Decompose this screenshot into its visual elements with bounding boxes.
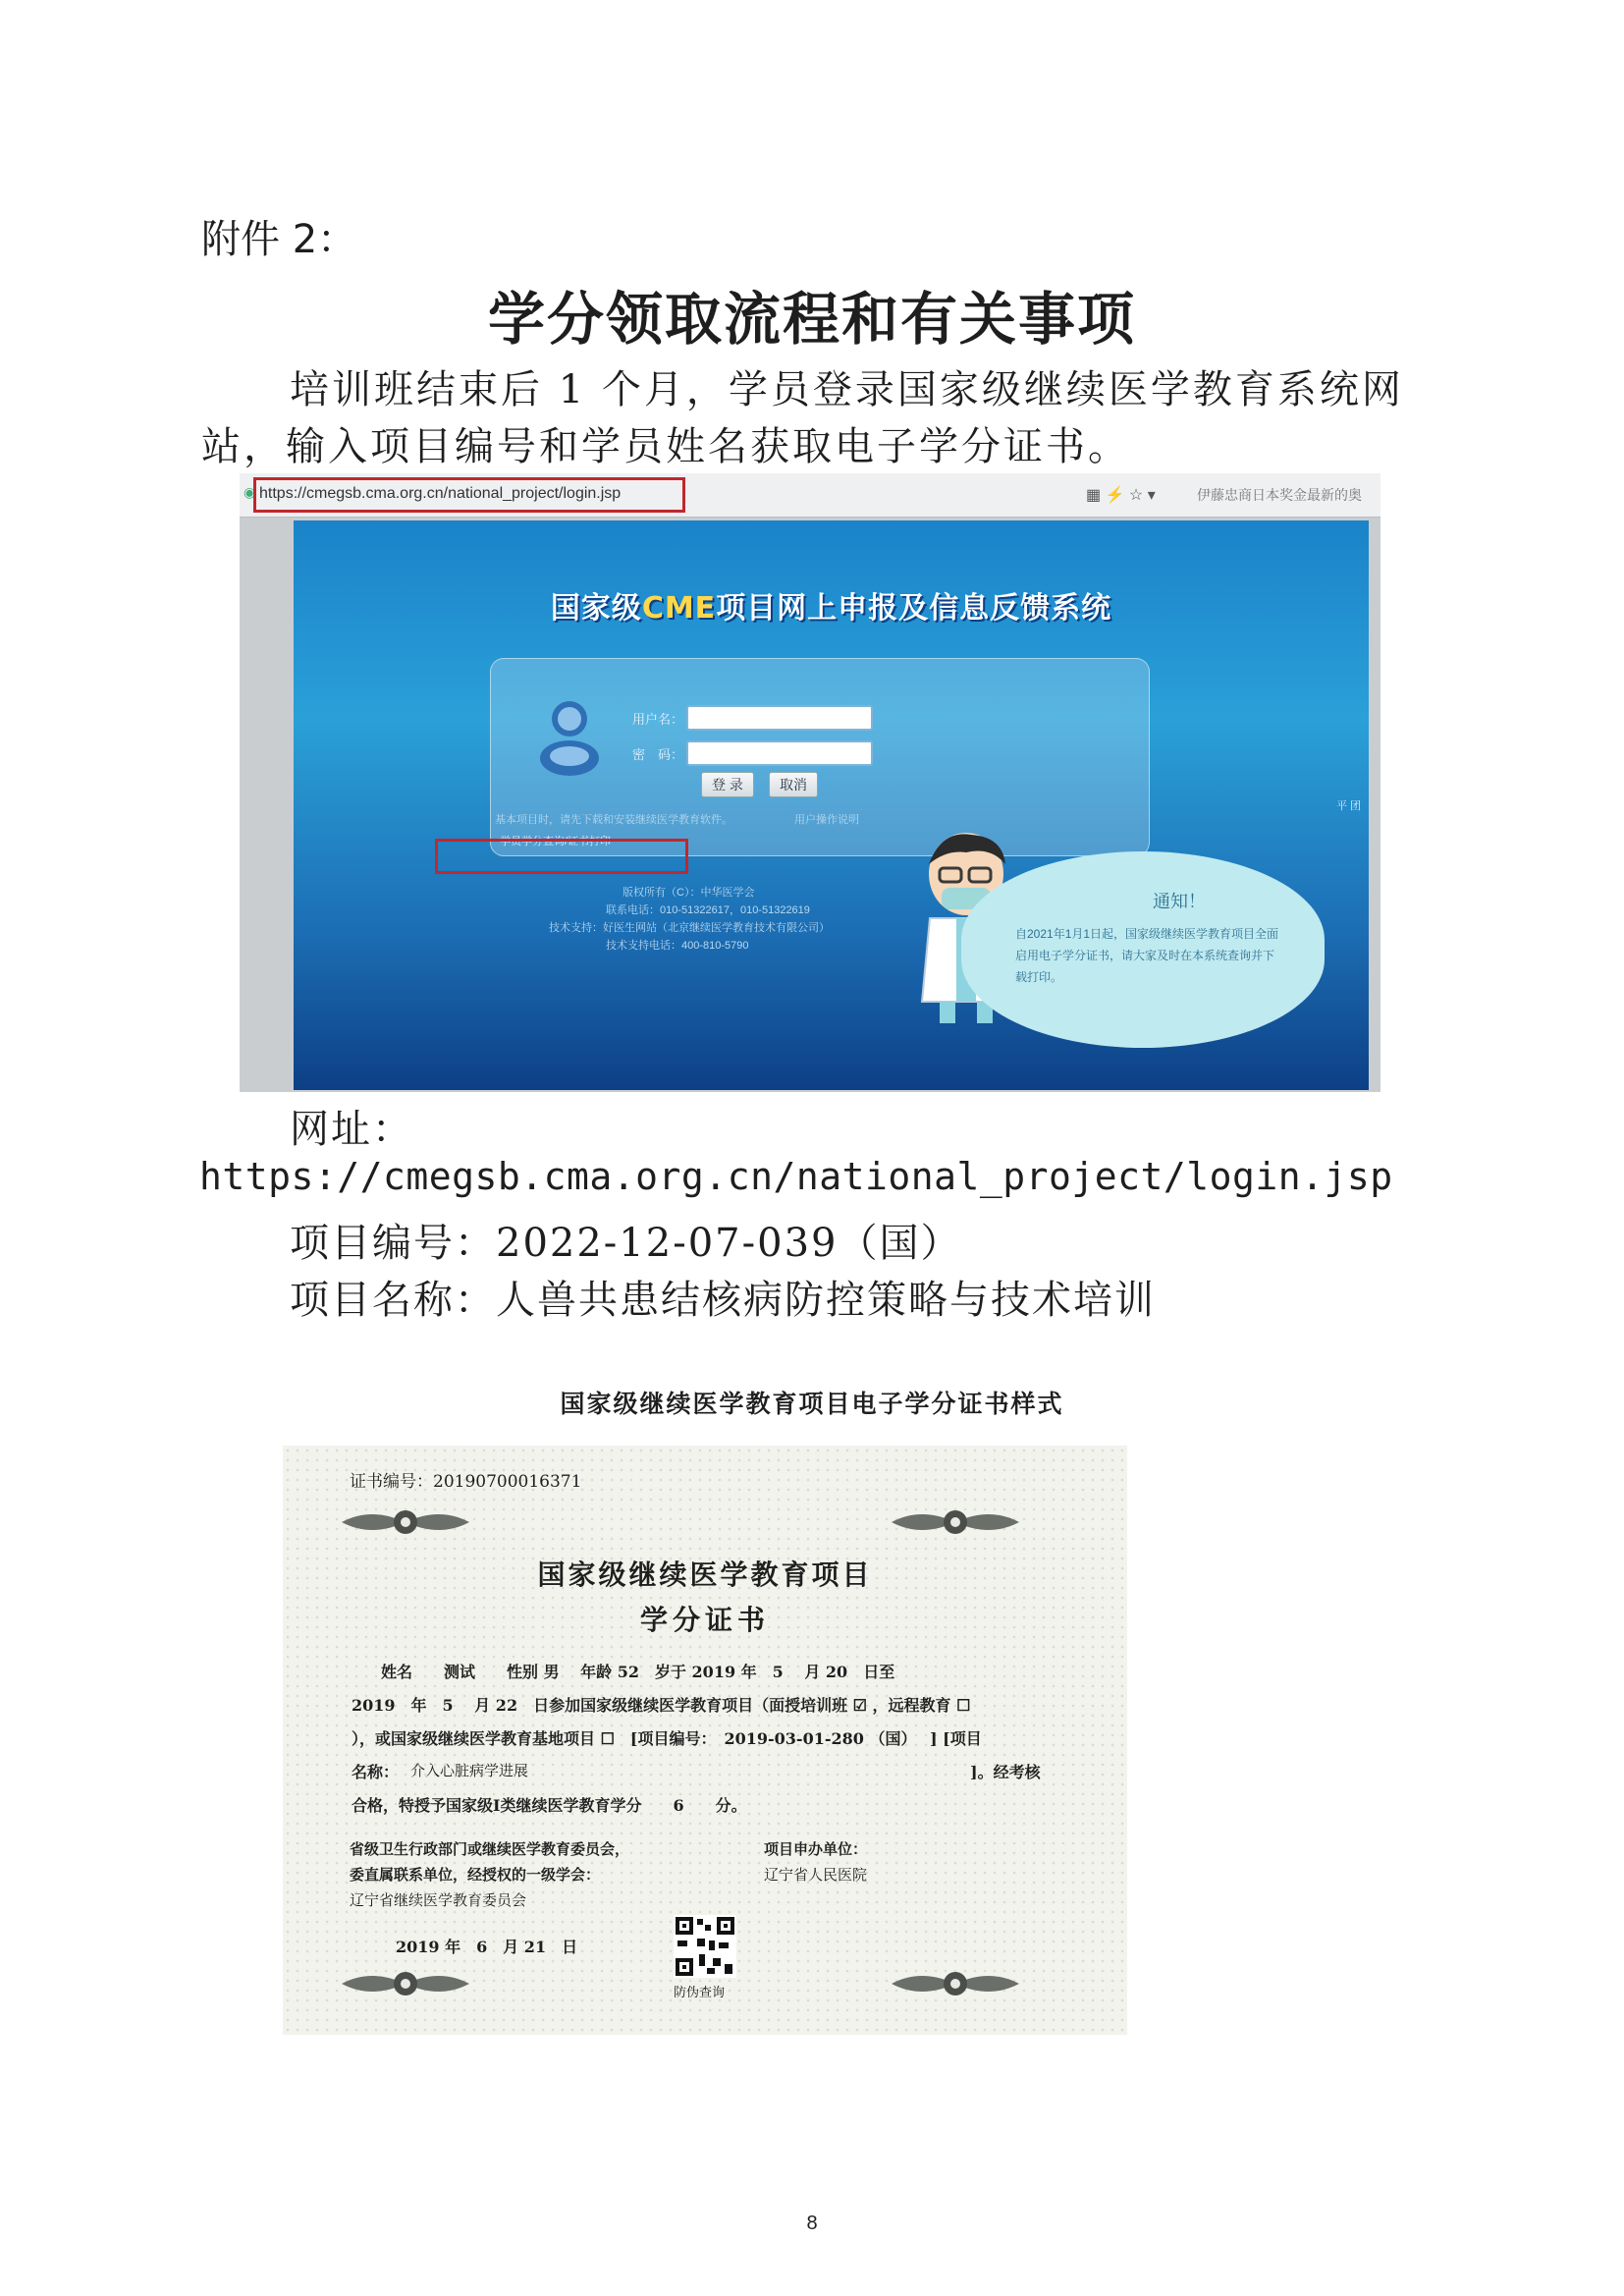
system-title-cme: CME: [641, 591, 717, 626]
certificate-number: 证书编号：20190700016371: [350, 1472, 582, 1492]
login-button[interactable]: 登 录: [701, 772, 754, 797]
page-number: 8: [806, 2213, 818, 2234]
website-url[interactable]: https://cmegsb.cma.org.cn/national_project/login.jsp: [199, 1155, 1393, 1198]
address-highlight-box: [253, 477, 685, 513]
password-input[interactable]: [686, 740, 873, 766]
notice-title: 通知！: [1153, 892, 1206, 911]
user-avatar-icon: [534, 697, 605, 776]
organizer-label: 项目申办单位：: [764, 1840, 868, 1858]
cert-row-5: 合格，特授予国家级Ⅰ类继续医学教育学分 6 分。: [352, 1796, 747, 1815]
system-title: [294, 583, 1369, 627]
certificate-date: 2019 年 6 月 21 日: [396, 1938, 578, 1956]
cert-row-4-end: ]。经考核: [970, 1763, 1041, 1781]
footer-phone: 联系电话：010-51322617，010-51322619: [606, 904, 810, 916]
username-label: 用户名：: [632, 712, 684, 727]
organizer-name: 辽宁省人民医院: [764, 1866, 868, 1884]
certificate-sample: [283, 1446, 1127, 2035]
issuer-line-3: 辽宁省继续医学教育委员会: [350, 1891, 527, 1909]
certificate-subtitle: 学分证书: [639, 1604, 770, 1636]
website-label: 网址：: [290, 1107, 413, 1152]
cert-row-2: 2019 年 5 月 22 日参加国家级继续医学教育项目（面授培训班 ☑ ，远程教育 ☐: [352, 1696, 971, 1715]
page-title: 学分领取流程和有关事项: [487, 286, 1136, 353]
notice-line: 基本项目时，请先下载和安装继续医学教育软件。: [495, 814, 732, 826]
issuer-line-2: 委直属联系单位，经授权的一级学会：: [350, 1866, 601, 1884]
address-url[interactable]: https://cmegsb.cma.org.cn/national_project/login.jsp: [259, 485, 622, 502]
login-screenshot: [240, 473, 1380, 1092]
ornament-icon: [892, 1966, 1019, 2001]
cancel-button[interactable]: 取消: [769, 772, 818, 797]
project-name: 项目名称：人兽共患结核病防控策略与技术培训: [290, 1278, 1156, 1323]
side-text: 平 团: [1336, 800, 1362, 812]
browser-tab-text[interactable]: 伊藤忠商日本奖金最新的奥: [1197, 487, 1362, 503]
qr-code-icon: [674, 1915, 736, 1978]
certificate-caption: 国家级继续医学教育项目电子学分证书样式: [560, 1390, 1064, 1418]
browser-address-bar: [240, 473, 1380, 518]
footer-copyright: 版权所有（C）：中华医学会: [623, 887, 755, 899]
password-label: 密 码：: [632, 747, 684, 762]
ornament-icon: [342, 1966, 469, 2001]
toolbar-icons[interactable]: ▦ ⚡ ☆ ▾: [1086, 487, 1156, 504]
intro-paragraph: 培训班结束后 1 个月，学员登录国家级继续医学教育系统网站，输入项目编号和学员姓名获取电子学分证书。: [201, 367, 1404, 469]
cert-row-1: 姓名 测试 性别 男 年龄 52 岁于 2019 年 5 月 20 日至: [381, 1663, 895, 1681]
page-icon: ◉: [244, 485, 256, 501]
footer-support: 技术支持：好医生网站（北京继续医学教育技术有限公司）: [549, 922, 830, 934]
user-guide-link[interactable]: 用户操作说明: [794, 814, 859, 826]
cert-row-3: ），或国家级继续医学教育基地项目 ☐ [项目编号： 2019-03-01-280 （国） ] [项目: [352, 1729, 982, 1748]
ornament-icon: [892, 1504, 1019, 1540]
system-title-pre: 国家级: [550, 591, 642, 626]
attachment-label: 附件 2：: [201, 217, 357, 262]
notice-body: 自2021年1月1日起，国家级继续医学教育项目全面启用电子学分证书，请大家及时在本系统查询并下载打印。: [1015, 927, 1279, 984]
system-title-post: 项目网上申报及信息反馈系统: [716, 591, 1112, 626]
username-input[interactable]: [686, 705, 873, 731]
student-credit-link[interactable]: 学员学分查询/证书打印: [500, 836, 612, 847]
project-number: 项目编号：2022-12-07-039（国）: [290, 1221, 962, 1266]
student-link-highlight-box: [435, 839, 688, 874]
cert-row-4-value: 介入心脏病学进展: [410, 1762, 529, 1779]
ornament-icon: [342, 1504, 469, 1540]
cert-row-4-label: 名称：: [352, 1763, 400, 1781]
issuer-line-1: 省级卫生行政部门或继续医学教育委员会，: [350, 1840, 630, 1858]
certificate-title: 国家级继续医学教育项目: [537, 1558, 873, 1591]
qr-label: 防伪查询: [674, 1986, 726, 2000]
footer-support-phone: 技术支持电话：400-810-5790: [606, 940, 749, 952]
